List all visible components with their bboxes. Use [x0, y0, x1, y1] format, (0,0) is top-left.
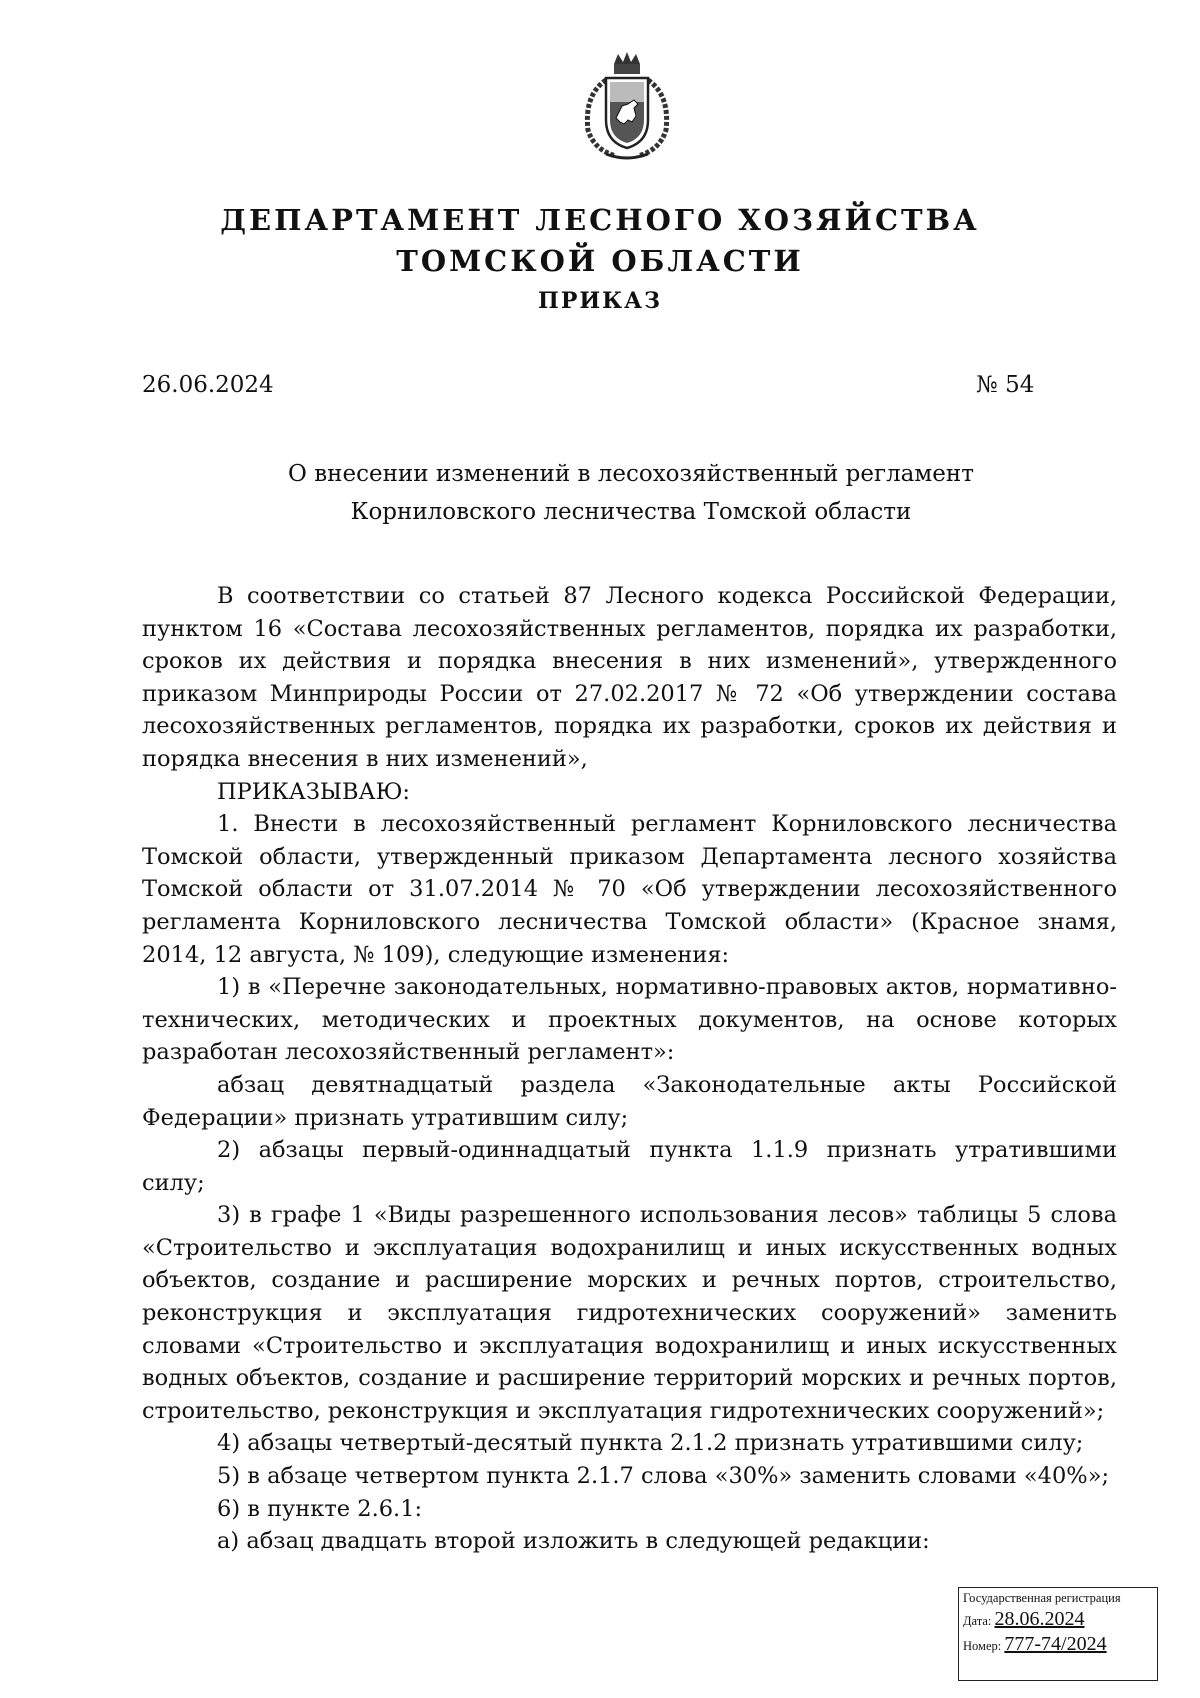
stamp-number-value: 777-74/2024	[1004, 1633, 1107, 1655]
subject-line-1: О внесении изменений в лесохозяйственный регламент	[288, 461, 974, 487]
subclause-1: 1) в «Перечне законодательных, нормативно-правовых актов, нормативно-технических, методических и проектных документов, на основе которых разработан лесохозяйственный регламент»:	[142, 974, 1117, 1066]
stamp-number-row	[959, 1631, 1157, 1656]
department-title: ДЕПАРТАМЕНТ ЛЕСНОГО ХОЗЯЙСТВА	[220, 203, 980, 237]
order-command: ПРИКАЗЫВАЮ:	[217, 778, 410, 805]
stamp-date-label: Дата:	[963, 1614, 992, 1628]
stamp-number-label: Номер:	[963, 1639, 1002, 1653]
order-number: № 54	[976, 372, 1035, 398]
subclause-6a: а) абзац двадцать второй изложить в следующей редакции:	[217, 1528, 930, 1555]
coat-of-arms-icon	[576, 50, 678, 162]
subject-line-2: Корниловского лесничества Томской области	[350, 499, 912, 525]
preamble-paragraph: В соответствии со статьей 87 Лесного кодекса Российской Федерации, пунктом 16 «Состава лесохозяйственных регламентов, порядка их разработки, сроков их действия и порядка внесения в них изменений», утвержденного приказом Минприроды России от 27.02.2017 № 72 «Об утверждении состава лесохозяйственных регламентов, порядка их разработки, сроков их действия и порядка внесения в них изменений»,	[142, 583, 1117, 772]
registration-stamp	[958, 1587, 1158, 1681]
subclause-3: 3) в графе 1 «Виды разрешенного использования лесов» таблицы 5 слова «Строительство и эксплуатация водохранилищ и иных искусственных водных объектов, создание и расширение морских и речных портов, строительство, реконструкция и эксплуатация гидротехнических сооружений» заменить словами «Строительство и эксплуатация водохранилищ и иных искусственных водных объектов, создание и расширение территорий морских и речных портов, строительство, реконструкция и эксплуатация гидротехнических сооружений»;	[142, 1202, 1117, 1424]
order-subject	[0, 455, 1200, 531]
subclause-5: 5) в абзаце четвертом пункта 2.1.7 слова «30%» заменить словами «40%»;	[217, 1463, 1110, 1490]
subclause-1-detail: абзац девятнадцатый раздела «Законодательные акты Российской Федерации» признать утратившим силу;	[142, 1071, 1117, 1131]
region-title: ТОМСКОЙ ОБЛАСТИ	[396, 244, 804, 278]
stamp-date-value: 28.06.2024	[994, 1608, 1085, 1630]
subclause-4: 4) абзацы четвертый-десятый пункта 2.1.2 признать утратившими силу;	[217, 1430, 1084, 1457]
document-type: ПРИКАЗ	[538, 288, 662, 314]
stamp-date-row	[959, 1606, 1157, 1631]
order-date: 26.06.2024	[142, 372, 274, 398]
clause-1: 1. Внести в лесохозяйственный регламент Корниловского лесничества Томской области, утвержденный приказом Департамента лесного хозяйства Томской области от 31.07.2014 № 70 «Об утверждении лесохозяйственного регламента Корниловского лесничества Томской области» (Красное знамя, 2014, 12 августа, № 109), следующие изменения:	[142, 811, 1117, 968]
order-body	[142, 580, 1117, 1558]
stamp-title: Государственная регистрация	[963, 1591, 1121, 1605]
subclause-2: 2) абзацы первый-одиннадцатый пункта 1.1.9 признать утратившими силу;	[142, 1137, 1117, 1196]
subclause-6: 6) в пункте 2.6.1:	[217, 1495, 423, 1522]
